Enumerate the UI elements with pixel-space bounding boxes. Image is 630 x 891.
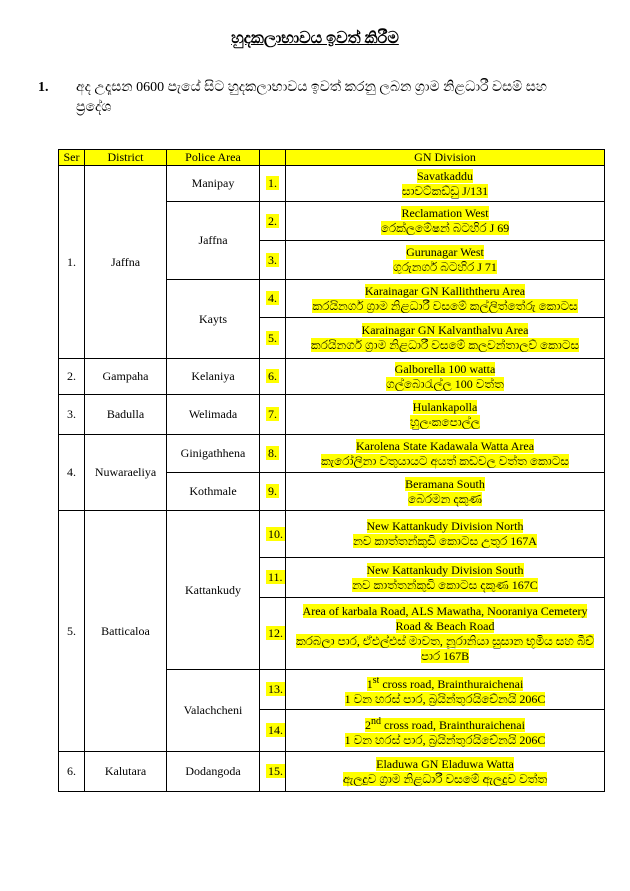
paragraph-number: 1. [38,80,49,95]
police-area-cell: Dodangoda [167,752,260,792]
district-cell: Batticaloa [85,511,167,752]
district-cell: Kalutara [85,752,167,792]
gn-english: Eladuwa GN Eladuwa Watta [376,756,514,771]
row-number-cell: 12. [260,598,286,670]
row-number-cell: 2. [260,202,286,241]
gn-sinhala: සාවට්කඩ්ඩු J/131 [401,183,489,198]
gn-division-cell [286,280,605,318]
gn-english: Karainagar GN Kalvanthalvu Area [361,323,529,337]
police-area-cell: Welimada [167,395,260,435]
police-area-cell: Kothmale [167,473,260,511]
police-area-cell: Manipay [167,166,260,202]
header-blank [260,150,286,166]
gn-english: Galborella 100 watta [394,361,496,376]
gn-division-cell [286,202,605,241]
gn-sinhala: ඇලදුව ග්‍රාම නිළධාරී වසමේ ඇලදුව වත්ත [342,771,548,786]
gn-english: New Kattankudy Division South [366,562,524,577]
gn-english: Karainagar GN Kalliththeru Area [364,283,526,298]
police-area-cell: Ginigathhena [167,435,260,473]
police-area-cell: Jaffna [167,202,260,280]
district-cell: Nuwaraeliya [85,435,167,511]
row-number-cell: 15. [260,752,286,792]
district-cell: Gampaha [85,359,167,395]
ser-cell: 5. [59,511,85,752]
row-number-cell: 5. [260,318,286,359]
gn-division-cell [286,435,605,473]
gn-sinhala: කරයිනගර් ග්‍රාම නිළධාරී වසමේ කල්ලිත්තේරු කොටස [312,298,578,313]
gn-division-table [58,149,605,792]
gn-english: Beramana South [405,476,485,491]
gn-division-cell [286,359,605,395]
table-row [59,359,605,395]
intro-paragraph [38,78,598,118]
row-number-cell: 6. [260,359,286,395]
gn-division-cell [286,558,605,598]
police-area-cell: Kattankudy [167,511,260,670]
gn-sinhala: ගල්බොරැල්ල 100 වත්ත [386,376,504,391]
gn-sinhala: ගුරුනගර් බටහිර J 71 [393,260,497,274]
gn-english: 2nd cross road, Brainthuraichenai [365,715,525,732]
ser-cell: 1. [59,166,85,359]
district-cell: Jaffna [85,166,167,359]
row-number-cell: 8. [260,435,286,473]
gn-english: New Kattankudy Division North [366,519,524,533]
table-row [59,435,605,473]
gn-division-cell [286,670,605,710]
district-cell: Badulla [85,395,167,435]
gn-sinhala: කරයිනගර් ග්‍රාම නිළධාරී වසමේ කලවන්තාලව් කොටස [310,338,580,352]
ser-cell: 2. [59,359,85,395]
row-number-cell: 13. [260,670,286,710]
row-number-cell: 11. [260,558,286,598]
table-row [59,166,605,202]
gn-sinhala: බෙරමන දකුණ [408,491,482,506]
table-row [59,395,605,435]
row-number-cell: 10. [260,511,286,558]
row-number-cell: 14. [260,710,286,752]
gn-sinhala: නව කාත්තන්කුඩි කොටස උතුර 167A [353,534,537,548]
gn-sinhala: කරබලා පාර, ඒඑල්එස් මාවත, නූරානියා සුසාන භූමිය සහ බීච් පාර 167B [295,633,595,663]
gn-division-cell [286,473,605,511]
gn-sinhala: කැරෝලිනා වතුයායට අයත් කඩවල වත්ත කොටස [321,453,569,468]
gn-division-cell [286,598,605,670]
gn-sinhala: නව කාත්තන්කුඩි කොටස දකුණ 167C [352,577,538,592]
gn-division-cell [286,241,605,280]
ser-cell: 4. [59,435,85,511]
row-number-cell: 3. [260,241,286,280]
header-gn-division: GN Division [286,150,605,166]
row-number-cell: 1. [260,166,286,202]
gn-sinhala: හුලංකපොල්ල [410,414,480,429]
gn-english: Karolena State Kadawala Watta Area [355,438,535,453]
table-row [59,511,605,558]
row-number-cell: 9. [260,473,286,511]
gn-division-cell [286,395,605,435]
page-title: හුදකලාභාවය ඉවත් කිරීම [231,30,399,47]
gn-division-cell [286,166,605,202]
row-number-cell: 4. [260,280,286,318]
ser-cell: 6. [59,752,85,792]
gn-division-cell [286,710,605,752]
gn-english: Gurunagar West [406,245,484,259]
gn-division-cell [286,318,605,359]
header-police-area: Police Area [167,150,260,166]
gn-sinhala: රෙක්ලමේෂන් බටහිර J 69 [380,221,510,235]
gn-sinhala: 1 වන හරස් පාර, බ්‍රයින්තුරයිචේනයි 206C [344,732,546,747]
gn-english: Savatkaddu [417,168,473,183]
table-row [59,752,605,792]
gn-english: Area of karbala Road, ALS Mawatha, Nooraniya Cemetery Road & Beach Road [302,603,588,633]
police-area-cell: Valachcheni [167,670,260,752]
table-header-row [59,150,605,166]
gn-english: Hulankapolla [412,399,478,414]
header-ser: Ser [59,150,85,166]
gn-english: 1st cross road, Brainthuraichenai [366,674,524,691]
paragraph-line-2: ප්‍රදේශ [76,100,112,115]
gn-division-cell [286,752,605,792]
police-area-cell: Kayts [167,280,260,359]
ser-cell: 3. [59,395,85,435]
gn-english: Reclamation West [401,206,489,220]
header-district: District [85,150,167,166]
gn-division-cell [286,511,605,558]
paragraph-line-1: අද උදෑසන 0600 පැයේ සිට හුදකලාභාවය ඉවත් කරනු ලබන ග්‍රාම නිළධාරී වසම් සහ [76,80,547,95]
row-number-cell: 7. [260,395,286,435]
police-area-cell: Kelaniya [167,359,260,395]
gn-sinhala: 1 වන හරස් පාර, බ්‍රයින්තුරයිචේනයි 206C [344,691,546,706]
